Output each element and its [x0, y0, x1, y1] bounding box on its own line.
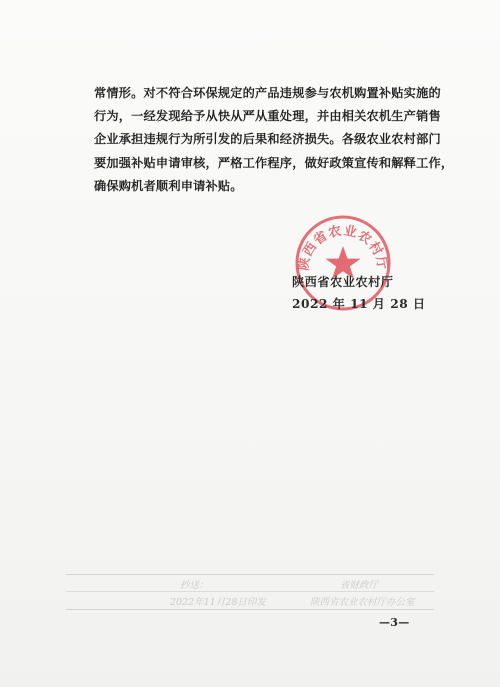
footer-divider: [66, 591, 434, 592]
svg-text:陕西省农业农村厅: 陕西省农业农村厅: [296, 223, 390, 272]
paragraph-line: 要加强补贴申请审核，严格工作程序，做好政策宣传和解释工作，: [94, 155, 454, 170]
footer-issue-date: 2022年11月28日印发: [170, 597, 266, 608]
paragraph-line: 常情形。对不符合环保规定的产品违规参与农机购置补贴实施的: [94, 86, 441, 100]
footer-cc-label: 抄送：: [180, 580, 209, 591]
signature-organization: 陕西省农业农村厅: [292, 275, 394, 289]
signature-date: 2022 年 11 月 28 日: [292, 297, 426, 311]
body-paragraph: [94, 82, 454, 198]
paragraph-line: 确保购机者顺利申请补贴。: [94, 178, 243, 193]
paragraph-line: 企业承担违规行为所引发的后果和经济损失。各级农业农村部门: [94, 132, 441, 147]
footer-issuer: 陕西省农业农村厅办公室: [310, 597, 415, 608]
page-number: —3—: [379, 616, 410, 629]
paragraph-line: 行为，一经发现给予从快从严从重处理，并由相关农机生产销售: [94, 109, 441, 124]
footer-cc-value: 省财政厅: [340, 580, 379, 591]
